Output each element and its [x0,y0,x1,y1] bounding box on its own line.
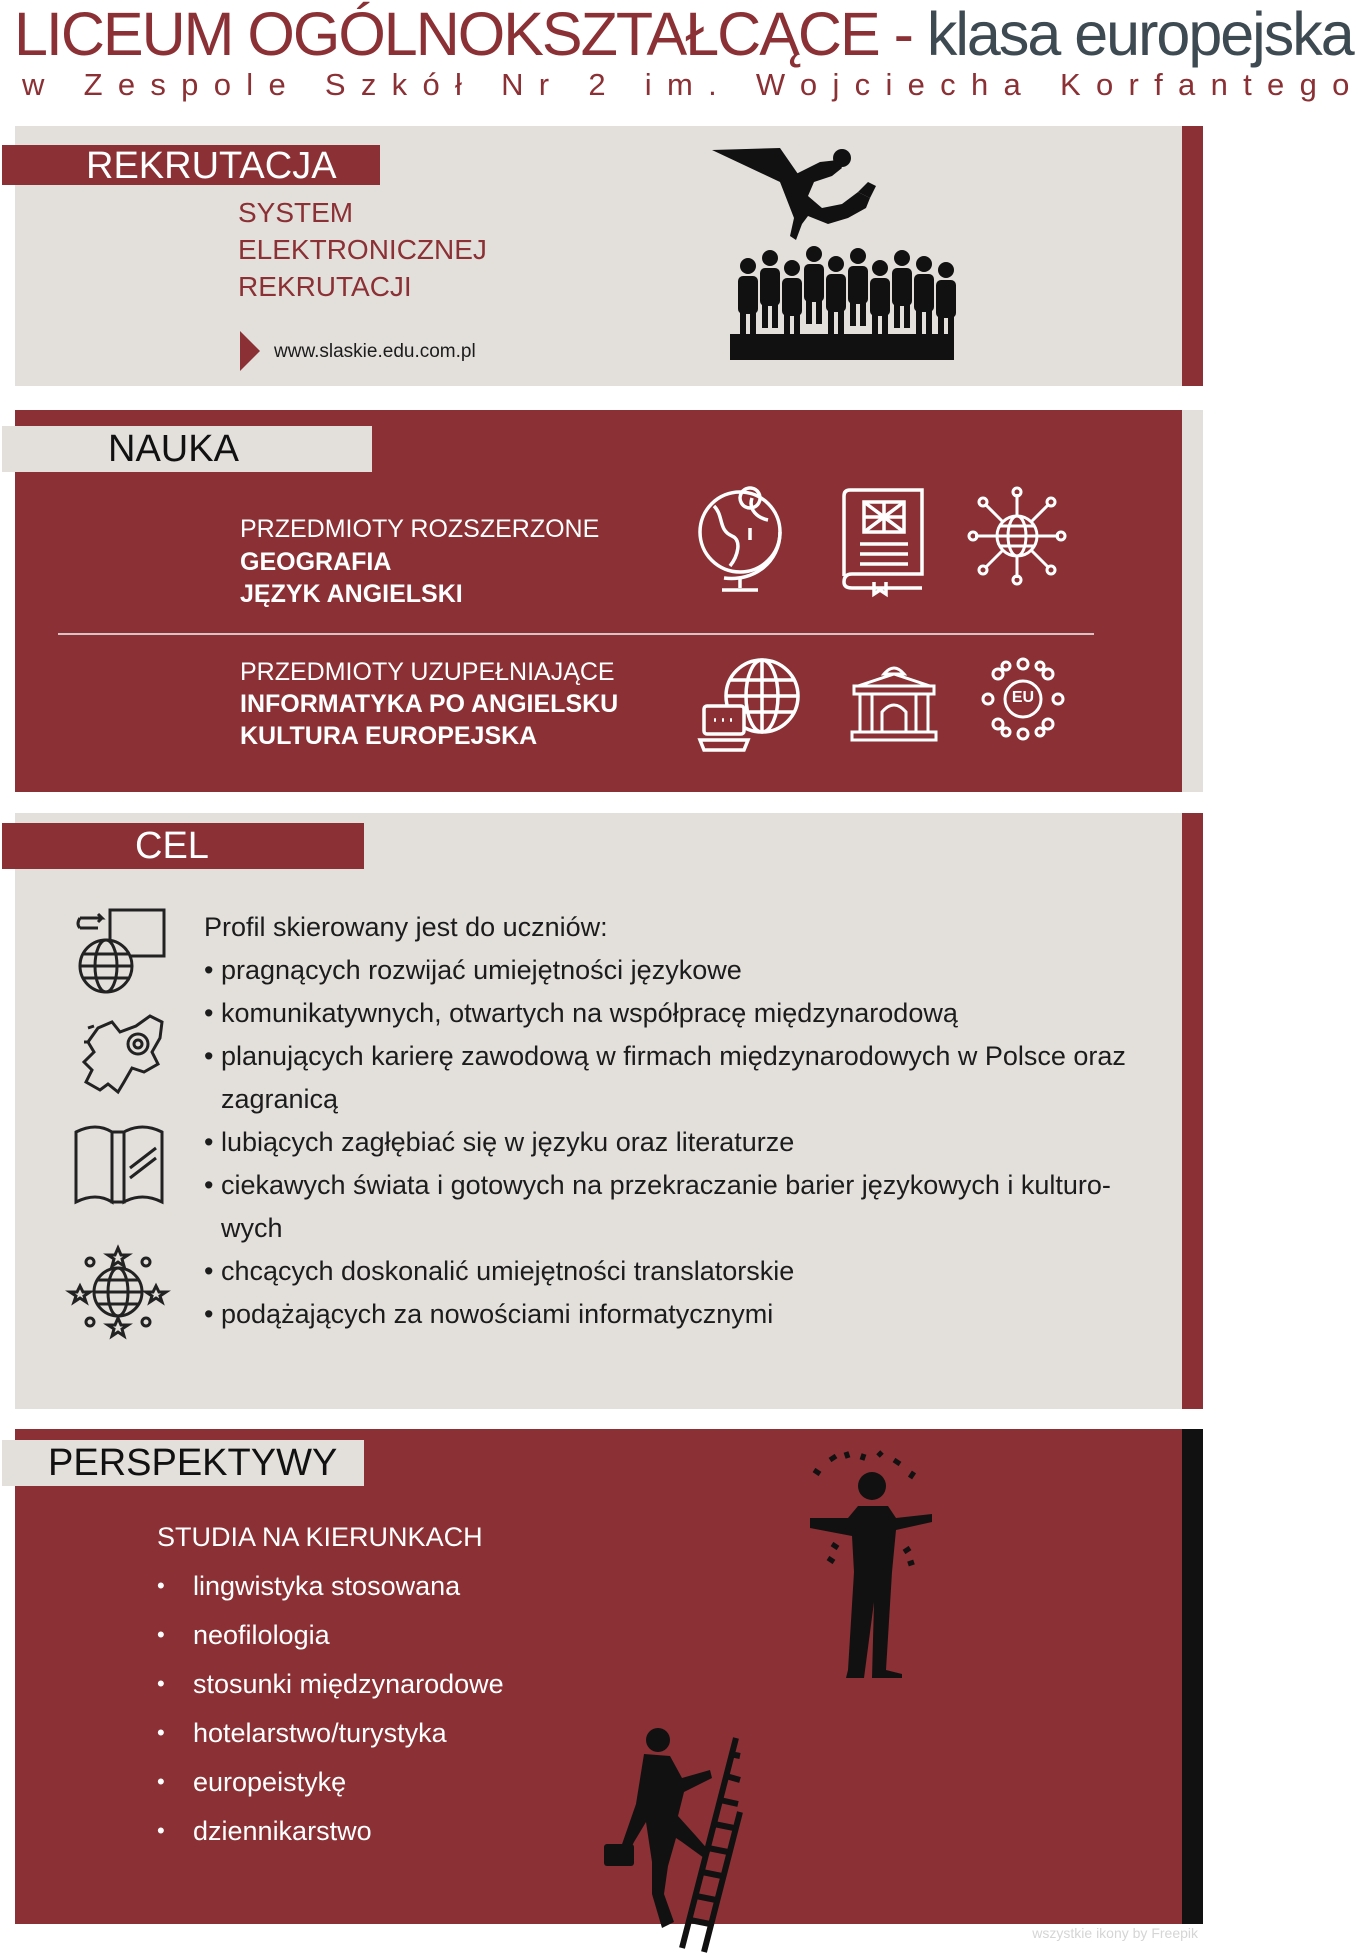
perspektywy-tab [2,1440,364,1486]
title-class: klasa europejska [926,0,1353,68]
thinking-person-icon [806,1452,936,1678]
rekrutacja-line-1: SYSTEM [238,197,354,228]
extended-subject-english: JĘZYK ANGIELSKI [240,580,463,608]
globe-stars-icon [72,1246,164,1338]
arrow-right-icon [240,331,260,371]
rekrutacja-tab [2,145,380,185]
european-landmark-icon [850,660,938,742]
nauka-divider [58,633,1094,635]
study-item-3: • stosunki międzynarodowe [157,1669,504,1699]
title-school: LICEUM OGÓLNOKSZTAŁCĄCE [14,0,879,68]
rekrutacja-line-2: ELEKTRONICZNEJ [238,234,487,265]
supplementary-subject-it: INFORMATYKA PO ANGIELSKU [240,690,619,718]
nauka-tab [2,426,372,472]
english-book-icon [840,486,926,592]
cel-item-1: • pragnących rozwijać umiejętności językowe [204,955,742,985]
page-subtitle: w Zespole Szkół Nr 2 im. Wojciecha Korfantego [22,67,1365,102]
study-item-6: • dziennikarstwo [157,1816,372,1846]
extended-subject-geography: GEOGRAFIA [240,548,392,576]
eu-label: EU [1011,689,1035,706]
studies-heading: STUDIA NA KIERUNKACH [157,1522,483,1552]
cel-tab-label: CEL [135,825,209,867]
perspektywy-edge-stripe [1182,1429,1203,1924]
supplementary-subject-culture: KULTURA EUROPEJSKA [240,722,538,750]
nauka-edge-stripe [1182,410,1203,792]
icon-credit: wszystkie ikony by Freepik [1032,1925,1198,1941]
cel-intro: Profil skierowany jest do uczniów: [204,912,608,942]
supplementary-subjects-heading: PRZEDMIOTY UZUPEŁNIAJĄCE [240,658,615,686]
open-book-icon [72,1120,166,1206]
cel-item-7: • podążających za nowościami informatycznymi [204,1299,774,1329]
cel-tab [2,823,364,869]
study-item-5: • europeistykę [157,1767,347,1797]
page-title [14,0,1353,68]
rekrutacja-line-3: REKRUTACJI [238,271,412,302]
study-item-4: • hotelarstwo/turystyka [157,1718,447,1748]
cel-item-4: • lubiących zagłębiać się w języku oraz literaturze [204,1127,795,1157]
cel-item-5-cont: wych [221,1213,283,1243]
crowd-with-flying-hero-icon [710,146,960,366]
cel-item-3-cont: zagranicą [221,1084,339,1114]
translation-globe-icon [76,906,168,996]
globe-location-icon [692,486,788,596]
cel-item-3: • planujących karierę zawodową w firmach międzynarodowych w Polsce oraz [204,1041,1126,1071]
laptop-globe-icon [698,656,802,756]
perspektywy-tab-label: PERSPEKTYWY [48,1442,338,1484]
cel-item-5: • ciekawych świata i gotowych na przekraczanie barier językowych i kulturo- [204,1170,1111,1200]
cel-item-2: • komunikatywnych, otwartych na współpracę międzynarodową [204,998,958,1028]
study-item-2: • neofilologia [157,1620,330,1650]
study-item-1: • lingwistyka stosowana [157,1571,461,1601]
rekrutacja-edge-stripe [1182,126,1203,386]
title-dash: - [878,0,927,68]
rekrutacja-tab-label: REKRUTACJA [86,145,337,187]
extended-subjects-heading: PRZEDMIOTY ROZSZERZONE [240,515,600,543]
nauka-tab-label: NAUKA [108,428,239,470]
recruitment-link[interactable]: www.slaskie.edu.com.pl [274,341,476,362]
global-network-icon [967,486,1067,586]
cel-edge-stripe [1182,813,1203,1409]
cel-item-6: • chcących doskonalić umiejętności translatorskie [204,1256,795,1286]
europe-map-icon [78,1012,166,1096]
career-ladder-icon [600,1726,742,1952]
